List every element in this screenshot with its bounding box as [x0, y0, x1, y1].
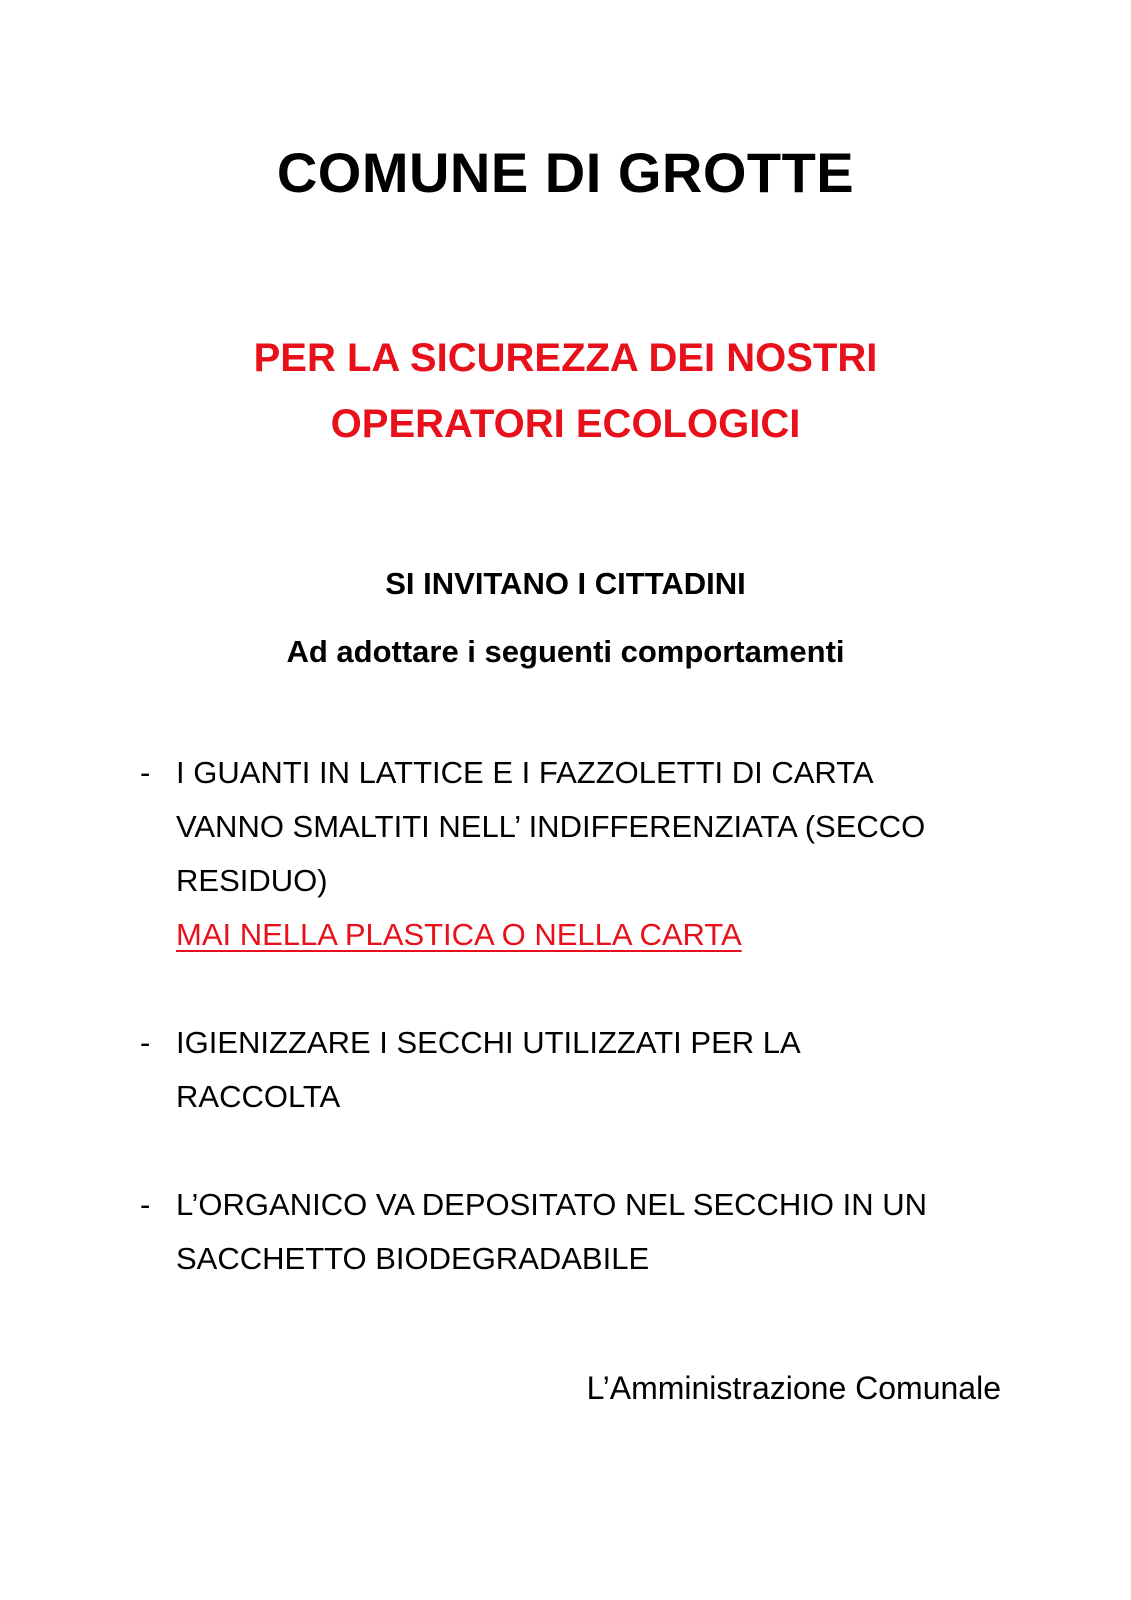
list-item-line: I GUANTI IN LATTICE E I FAZZOLETTI DI CARTA [176, 755, 874, 790]
invitation-line-2: Ad adottare i seguenti comportamenti [286, 634, 845, 669]
list-item-text [176, 1016, 1040, 1124]
list-item-line: RACCOLTA [176, 1079, 341, 1114]
signature: L’Amministrazione Comunale [586, 1370, 1001, 1406]
invitation-line-1: SI INVITANO I CITTADINI [385, 566, 746, 601]
list-bullet: - [140, 1025, 151, 1060]
list-bullet: - [140, 755, 151, 790]
subtitle-line-1: PER LA SICUREZZA DEI NOSTRI [253, 336, 878, 380]
list-item-line: SACCHETTO BIODEGRADABILE [176, 1241, 650, 1276]
page-title: COMUNE DI GROTTE [276, 141, 855, 204]
notice-subtitle [0, 325, 1131, 457]
list-item-text [176, 746, 1040, 962]
list-bullet: - [140, 1187, 151, 1222]
invitation-heading [0, 550, 1131, 686]
list-item-line: IGIENIZZARE I SECCHI UTILIZZATI PER LA [176, 1025, 801, 1060]
subtitle-line-2: OPERATORI ECOLOGICI [330, 402, 801, 446]
list-item-line: L’ORGANICO VA DEPOSITATO NEL SECCHIO IN UN [176, 1187, 928, 1222]
list-item-line: VANNO SMALTITI NELL’ INDIFFERENZIATA (SECCO [176, 809, 926, 844]
list-item-text [176, 1178, 1040, 1286]
warning-text: MAI NELLA PLASTICA O NELLA CARTA [176, 917, 742, 952]
list-item-line: RESIDUO) [176, 863, 328, 898]
